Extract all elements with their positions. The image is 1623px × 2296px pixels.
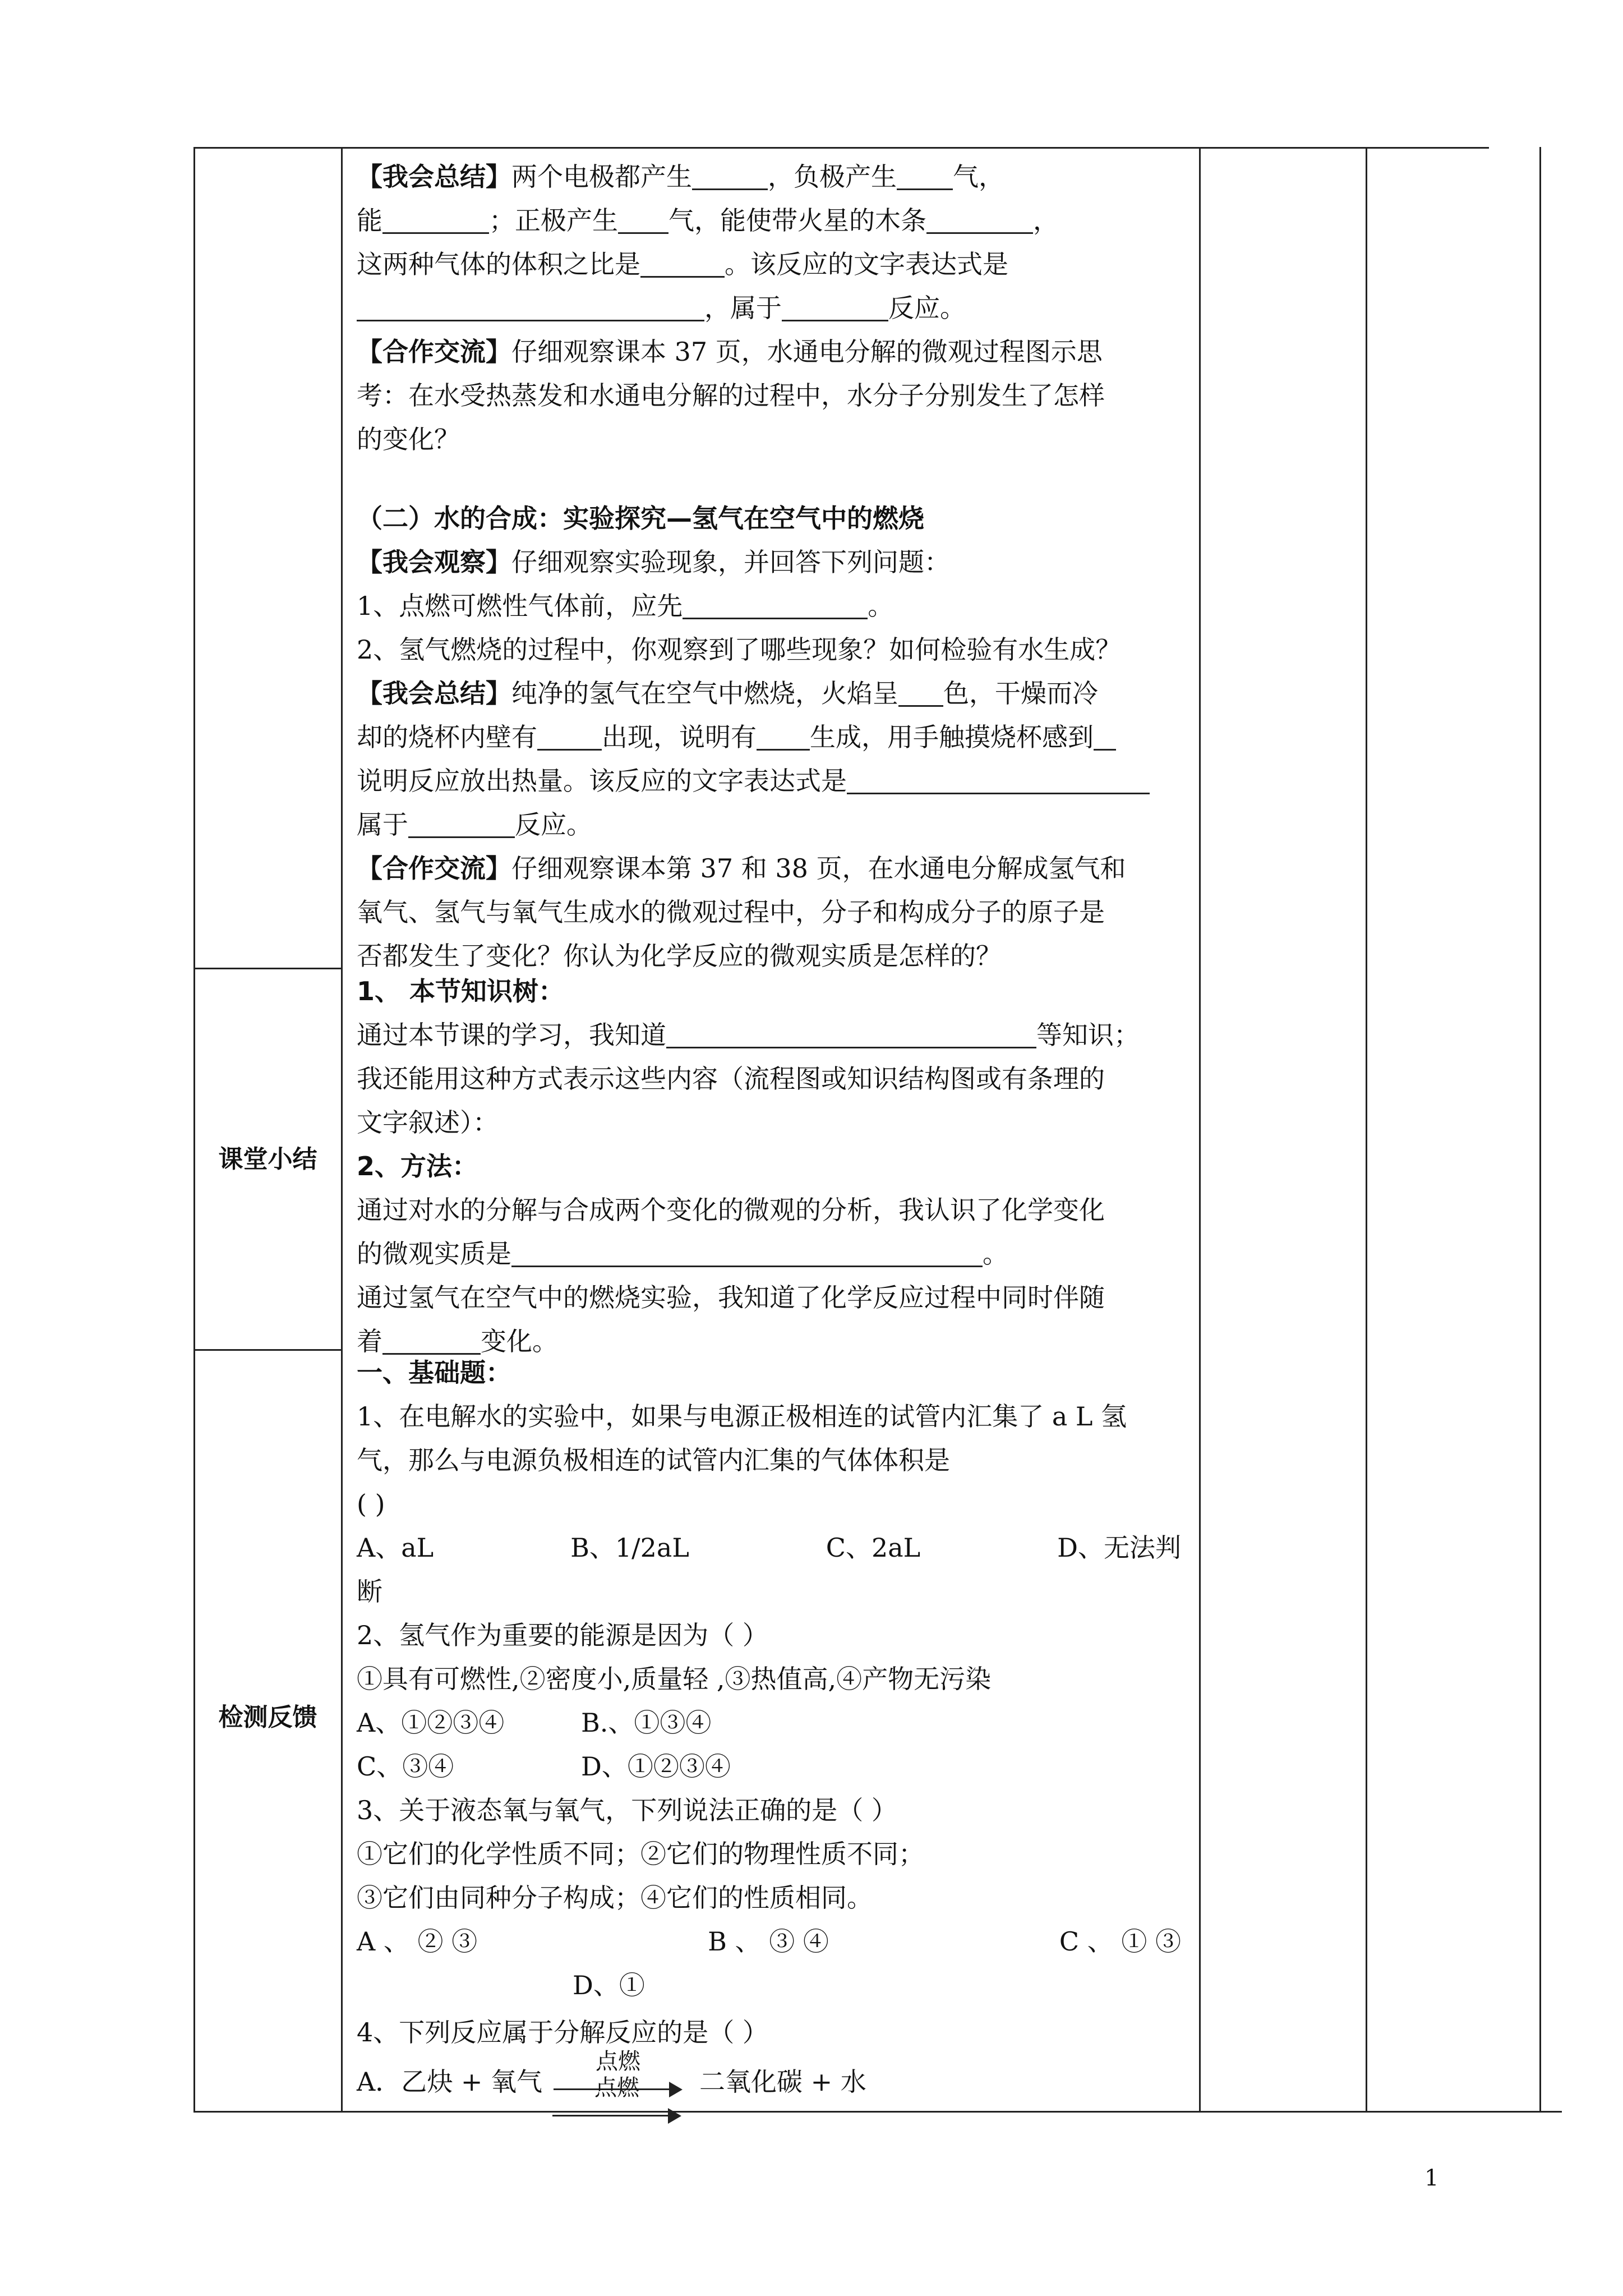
coop2-line-1: 【合作交流】仔细观察课本第 37 和 38 页，在水通电分解成氢气和: [357, 853, 1126, 884]
q3-statement-1: ①它们的化学性质不同；②它们的物理性质不同；: [357, 1839, 924, 1869]
summary-text-6: 通过氢气在空气中的燃烧实验，我知道了化学反应过程中同时伴随: [357, 1282, 1105, 1313]
q1-options: [357, 1526, 1181, 1570]
combust-summary-4: 属于 反应。: [357, 809, 592, 840]
q2-options-1: A、①②③④ B.、①③④: [357, 1708, 712, 1738]
summary-line-1: 【我会总结】两个电极都产生 ，负极产生 气，: [357, 162, 1004, 192]
col-divider-1: [341, 147, 343, 2113]
row-divider-1: [193, 968, 342, 969]
summary-text-3: 文字叙述）：: [357, 1107, 499, 1138]
part2-title: （二）水的合成：实验探究—氢气在空气中的燃烧: [357, 503, 924, 533]
top-rule: [193, 147, 1489, 149]
q1-option-a: A、aL: [357, 1533, 434, 1563]
coop-line-3: 的变化？: [357, 424, 460, 454]
q3-line: 3、关于液态氧与氧气，下列说法正确的是（ ）: [357, 1795, 897, 1825]
summary-text-4: 通过对水的分解与合成两个变化的微观的分析，我认识了化学变化: [357, 1195, 1105, 1225]
combust-summary-1: 【我会总结】纯净的氢气在空气中燃烧，火焰呈 色，干燥而冷: [357, 678, 1098, 708]
q1-line-3: ( ): [357, 1489, 385, 1519]
summary-line-2: 能 ；正极产生 气，能使带火星的木条 ，: [357, 205, 1059, 236]
table-left-border: [193, 147, 195, 2113]
knowledge-tree-heading: 1、 本节知识树：: [357, 976, 565, 1006]
method-heading: 2、方法：: [357, 1151, 478, 1181]
table-bottom-border: [193, 2111, 1562, 2113]
coop-line-2: 考：在水受热蒸发和水通电分解的过程中，水分子分别发生了怎样: [357, 380, 1105, 411]
summary-line-3: 这两种气体的体积之比是 。该反应的文字表达式是: [357, 249, 1008, 279]
summary-text-7: 着 变化。: [357, 1326, 558, 1356]
q3-option-d: D、①: [573, 1970, 645, 2000]
part1-section: [357, 155, 1181, 461]
coop-line-1: 【合作交流】仔细观察课本 37 页，水通电分解的微观过程图示思: [357, 337, 1103, 367]
question-1: 1、点燃可燃性气体前，应先 。: [357, 591, 894, 621]
q3-statement-2: ③它们由同种分子构成；④它们的性质相同。: [357, 1883, 873, 1913]
feedback-section: [357, 1351, 1181, 2104]
summary-line-4: ，属于 反应。: [357, 286, 1181, 330]
row-label-feedback: 检测反馈: [218, 1703, 317, 1732]
q1-line-5: 断: [357, 1576, 382, 1607]
summary-text-2: 我还能用这种方式表示这些内容（流程图或知识结构图或有条理的: [357, 1064, 1105, 1094]
q1-option-b: B、1/2aL: [570, 1533, 689, 1563]
q3-option-b: B 、 ③ ④: [708, 1926, 829, 1957]
combust-summary-3: 说明反应放出热量。该反应的文字表达式是: [357, 759, 1181, 803]
summary-text-5: 的微观实质是 。: [357, 1239, 1008, 1269]
row-label-summary: 课堂小结: [218, 1145, 317, 1174]
q4-line: 4、下列反应属于分解反应的是（ ）: [357, 2017, 768, 2047]
table-right-border: [1539, 147, 1541, 2113]
reaction-arrow-b: 点燃: [552, 2093, 681, 2127]
col-divider-3: [1366, 147, 1367, 2113]
col-divider-2: [1199, 147, 1201, 2113]
q2-options-2: C、③④ D、①②③④: [357, 1751, 731, 1782]
q1-line-1: 1、在电解水的实验中，如果与电源正极相连的试管内汇集了 a L 氢: [357, 1401, 1127, 1432]
coop2-line-2: 氧气、氢气与氧气生成水的微观过程中，分子和构成分子的原子是: [357, 897, 1105, 927]
question-2: 2、氢气燃烧的过程中，你观察到了哪些现象？如何检验有水生成？: [357, 634, 1122, 665]
q3-option-d-line: [357, 1963, 1181, 2007]
q1-line-2: 气，那么与电源负极相连的试管内汇集的气体体积是: [357, 1445, 950, 1475]
q3-option-c: C 、 ① ③: [1059, 1926, 1181, 1957]
summary-section: [357, 969, 1181, 1363]
row-divider-2: [193, 1349, 342, 1351]
basic-questions-heading: 一、基础题：: [357, 1358, 511, 1388]
summary-text-1: 通过本节课的学习，我知道 等知识；: [357, 1020, 1140, 1050]
page-number: 1: [1424, 2165, 1439, 2191]
q4-option-a: A．乙炔 + 氧气 点燃 二氧化碳 + 水: [357, 2060, 1181, 2104]
reaction-arrow-a: 点燃: [554, 2067, 683, 2101]
q2-line: 2、氢气作为重要的能源是因为（ ）: [357, 1620, 768, 1650]
q1-option-c: C、2aL: [826, 1533, 921, 1563]
observe-line: 【我会观察】仔细观察实验现象，并回答下列问题：: [357, 547, 950, 577]
coop2-line-3: 否都发生了变化？你认为化学反应的微观实质是怎样的？: [357, 941, 1002, 971]
q3-options: [357, 1920, 1181, 1963]
q3-option-a: A 、 ② ③: [357, 1926, 478, 1957]
q2-statements: ①具有可燃性,②密度小,质量轻 ,③热值高,④产物无污染: [357, 1664, 992, 1694]
q1-option-d: D、无法判: [1057, 1533, 1181, 1563]
part2-section: [357, 496, 1181, 978]
combust-summary-2: 却的烧杯内壁有 出现，说明有 生成，用手触摸烧杯感到: [357, 715, 1181, 759]
